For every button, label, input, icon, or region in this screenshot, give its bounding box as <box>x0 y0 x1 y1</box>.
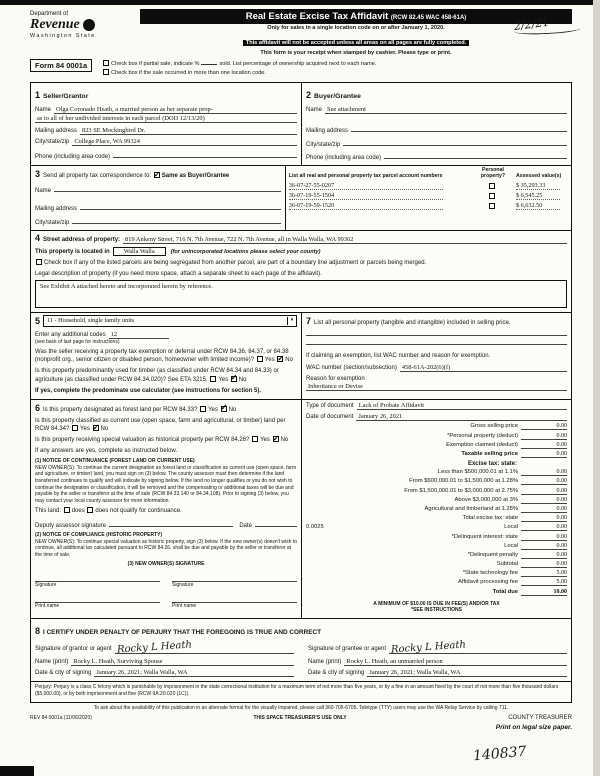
calculator-note: If yes, complete the predominate use calculator (see instructions for section 5). <box>35 387 262 394</box>
tax-row <box>306 506 567 513</box>
section-certification <box>31 619 571 682</box>
land-use-code-select[interactable] <box>43 315 297 327</box>
partial-sale-percent-field[interactable] <box>201 59 217 65</box>
parcel-table <box>285 166 571 229</box>
checkbox-same-as-buyer[interactable] <box>154 172 160 178</box>
no-label: No <box>238 376 247 383</box>
excise-tier1-value[interactable]: 0.00 <box>521 469 567 476</box>
treasurer-stamp-number: 140837 <box>471 743 527 765</box>
located-in-note: (for unincorporated locations please select your county) <box>170 249 321 256</box>
parcel-header-numbers: List all real and personal property tax parcel account numbers <box>288 173 443 180</box>
section-buyer <box>301 83 571 166</box>
grantee-signature-input[interactable] <box>389 639 567 656</box>
print-name-label: Print name <box>172 602 197 609</box>
tax-label: Affidavit processing fee <box>458 579 518 586</box>
scan-artifact-right <box>593 0 600 776</box>
form-title: Real Estate Excise Tax Affidavit <box>245 11 389 22</box>
tax-label: *Delinquent penalty <box>467 551 518 558</box>
grantor-signature-label: Signature of grantor or agent <box>35 646 112 653</box>
tax-row <box>306 570 567 577</box>
grantor-date-input[interactable]: January 26, 2021; Walla Walla, WA <box>94 669 294 677</box>
row-perjury <box>31 682 571 701</box>
question-forest <box>35 402 297 414</box>
checkbox-land-does-not[interactable] <box>87 507 93 513</box>
excise-tier2-value[interactable]: 0.00 <box>521 478 567 485</box>
logo-dept-line: Department of <box>30 11 69 17</box>
buyer-name-input[interactable]: See attachment <box>325 106 567 114</box>
perjury-notice: Perjury: Perjury is a class C felony which is punishable by imprisonment in the state correctional institution for a maximum term of not more than five years, or by a fine in an amount fixed by the court of not more than five thousand dollars ($5,000.00), or by both imprisonment and fine (RCW 9A.20.020 (1C)). <box>35 684 559 697</box>
wac-number-label: WAC number (section/subsection) <box>306 364 397 371</box>
seller-city-input[interactable]: College Place, WA 99324 <box>72 138 297 146</box>
tax-label: *Delinquent interest: state <box>451 533 518 540</box>
form-number: Form 84 0001a <box>30 59 92 72</box>
tax-row <box>306 433 567 440</box>
section-number-5: 5 <box>35 316 41 327</box>
tax-row <box>306 469 567 476</box>
section-correspondence <box>31 166 285 229</box>
scan-artifact-bottom-left <box>0 766 34 776</box>
grantor-signature-value: Rocky L Heath <box>116 639 192 656</box>
new-owner-signature-title: (3) NEW OWNER(S) SIGNATURE <box>127 561 205 568</box>
delinquent-interest-local-value[interactable]: 0.00 <box>521 543 567 550</box>
checkbox-land-does[interactable] <box>64 507 70 513</box>
exemption-intro: If claiming an exemption, list WAC number and reason for exemption. <box>306 353 491 360</box>
doc-date-input[interactable]: January 26, 2021 <box>356 413 567 421</box>
land-use-code-value: 11 - Household, single family units <box>47 317 135 325</box>
checkbox-s5-timber-no[interactable] <box>231 376 237 382</box>
exemption-claimed-value[interactable]: 0.00 <box>521 442 567 449</box>
form-title-bar <box>140 9 572 24</box>
tax-row <box>306 515 567 522</box>
question-current-use <box>35 417 297 433</box>
section-number-8: 8 <box>35 625 41 636</box>
section-number-4: 4 <box>35 232 41 243</box>
yes-label: Yes <box>260 437 270 444</box>
tax-label: *State technology fee <box>462 570 518 577</box>
parcel-row <box>286 201 571 211</box>
grantee-date-label: Date & city of signing <box>308 670 365 677</box>
grantee-signature-value: Rocky L Heath <box>390 639 467 656</box>
checkbox-multi-location[interactable] <box>103 69 109 75</box>
section-seller <box>31 83 301 166</box>
form-body <box>30 82 572 703</box>
personal-property-deduct-value[interactable]: 0.00 <box>521 433 567 440</box>
checkbox-current-use-no[interactable] <box>93 425 99 431</box>
section-number-2: 2 <box>306 89 312 100</box>
section-number-7: 7 <box>306 316 312 327</box>
header-note-2: This affidavit will not be accepted unless all areas on all pages are fully completed. <box>243 40 469 46</box>
seller-name-input[interactable]: Olga Coronado Heath, a married person as her separate prop- <box>54 106 297 114</box>
accessibility-note: To ask about the availability of this publication in an alternate format for the visually impaired, please call 360-705-6705. Teletype (TTY) users may use the WA Relay Service by calling 711. <box>93 704 509 711</box>
tax-label: *Personal property (deduct) <box>447 432 518 439</box>
parcel-row <box>286 191 571 201</box>
no-label: No <box>285 357 293 364</box>
section-5 <box>31 313 301 399</box>
reason-exemption-label: Reason for exemption <box>306 375 365 382</box>
section-6 <box>31 400 301 618</box>
notice-compliance-title: (2) NOTICE OF COMPLIANCE (HISTORIC PROPERTY) <box>35 532 163 539</box>
seller-mailing-label: Mailing address <box>35 127 78 134</box>
section-property <box>31 231 571 313</box>
form-title-rcw: (RCW 82.45 WAC 458-61A) <box>390 15 467 21</box>
parcel-header-personal: Personal property? <box>480 167 506 180</box>
checkbox-s5-timber-yes[interactable] <box>210 376 216 382</box>
question-exemption <box>35 348 297 364</box>
parcel-row <box>286 181 571 191</box>
additional-codes-label: Enter any additional codes <box>35 331 106 338</box>
question-historic-text: Is this property receiving special valuation as historical property per RCW 84.26? <box>35 437 250 444</box>
checkbox-current-use-yes[interactable] <box>72 425 78 431</box>
seller-name-input-line2[interactable]: as to all of her undivided interests in each parcel (DOD 12/13/20) <box>35 115 297 123</box>
correspondence-intro: Send all property tax correspondence to: <box>43 173 152 180</box>
grantee-printname-label: Name (print) <box>308 658 342 665</box>
header-note-3: This form is your receipt when stamped by cashier. Please type or print. <box>260 50 452 56</box>
seller-mailing-input[interactable]: 823 SE Mockingbird Dr. <box>80 127 297 135</box>
does-not-label: does not qualify for <box>95 508 147 515</box>
question-current-use-text: Is this property classified as current use (open space, farm and agricultural, or timber) land per RCW 84.34? <box>35 417 286 432</box>
seller-phone-input[interactable] <box>113 150 297 158</box>
tax-row <box>306 497 567 504</box>
seller-name-label: Name <box>35 107 52 114</box>
additional-codes-input[interactable]: 12 <box>109 331 169 339</box>
row-correspondence-parcels <box>31 166 571 230</box>
grantor-date-label: Date & city of signing <box>35 670 92 677</box>
tax-label: Subtotal <box>496 561 518 568</box>
legal-description-input[interactable]: See Exhibit A attached hereto and incorporated herein by reference. <box>35 280 567 308</box>
tax-row <box>306 488 567 495</box>
correspondence-name-label: Name <box>35 188 52 195</box>
section-7 <box>301 313 571 399</box>
street-address-input[interactable]: 819 Ankeny Street, 716 N. 7th Avenue, 722 N. 7th Avenue, all in Walla Walla, WA 99362 <box>123 236 567 244</box>
buyer-city-label: City/state/zip <box>306 141 341 148</box>
treasurer-space-label: THIS SPACE TREASURER'S USE ONLY <box>253 715 347 722</box>
wac-number-input[interactable]: 458-61A-202(6)(f) <box>400 364 567 372</box>
print-name-label: Print name <box>35 602 60 609</box>
grantee-certification <box>308 639 567 678</box>
correspondence-city-label: City/state/zip <box>35 219 70 226</box>
form-header <box>30 9 572 56</box>
taxable-selling-price-value[interactable]: 0.00 <box>521 451 567 458</box>
deputy-signature-label: Deputy assessor signature <box>35 523 107 530</box>
tax-label: Total due <box>492 588 518 595</box>
notice-continuance-title: (1) NOTICE OF CONTINUANCE (FOREST LAND OR CURRENT USE) <box>35 458 195 465</box>
excise-tier4-value[interactable]: 0.00 <box>521 497 567 504</box>
checkbox-historic-no[interactable] <box>273 436 279 442</box>
grantor-signature-input[interactable] <box>115 639 294 656</box>
tax-label: Less than $500,000.01 at 1.1% <box>437 469 518 476</box>
tax-label: From $1,500,000.01 to $3,000,000 at 2.75% <box>404 487 518 494</box>
excise-tax-header: Excise tax: state: <box>467 461 517 468</box>
minimum-due-note: A MINIMUM OF $10.00 IS DUE IN FEE(S) AND/OR TAX <box>373 600 500 607</box>
deputy-signature-input[interactable] <box>109 519 233 527</box>
signature-label: Signature <box>172 582 194 588</box>
no-label: No <box>228 406 237 413</box>
section-title-buyer: Buyer/Grantee <box>314 92 361 100</box>
tax-row <box>306 451 567 458</box>
same-as-buyer-label: Same as Buyer/Grantee <box>161 173 230 180</box>
deputy-date-input[interactable] <box>255 519 297 527</box>
delinquent-penalty-value[interactable]: 0.00 <box>521 552 567 559</box>
tax-label: Total excise tax: state <box>462 515 518 522</box>
reason-exemption-input[interactable]: Inheritance or Devise <box>306 383 567 391</box>
tax-label: Local <box>504 542 518 549</box>
tax-label: Exemption claimed (deduct) <box>446 441 518 448</box>
grantee-printname-input[interactable]: Rocky L. Heath, an unmarried person <box>344 658 567 666</box>
row-seller-buyer <box>31 83 571 167</box>
seller-phone-label: Phone (including area code) <box>35 153 111 160</box>
assessed-value-3[interactable]: $ 6,632.50 <box>516 202 560 210</box>
signature-label: Signature <box>35 582 57 588</box>
new-owner-printname-input-1[interactable] <box>35 594 160 603</box>
tax-label: Taxable selling price <box>461 451 518 458</box>
segregated-label: Check box if any of the listed parcels are being segregated from another parcel, are part of a boundary line adjustment or parcels being merged. <box>44 260 427 267</box>
state-seal-icon <box>83 19 95 31</box>
located-in-select[interactable]: Walla Walla <box>113 247 166 256</box>
partial-sale-label: Check box if partial sale, indicate % <box>111 61 200 67</box>
buyer-city-input[interactable] <box>343 138 567 146</box>
tax-label: Above $3,000,000 at 3% <box>454 496 518 503</box>
personal-property-input-line1[interactable] <box>306 327 567 336</box>
grantor-printname-label: Name (print) <box>35 658 69 665</box>
doc-type-label: Type of document <box>306 402 354 409</box>
additional-codes-note: (see back of last page for instructions) <box>35 338 120 345</box>
multi-location-label: Check box if the sale occurred in more than one location code. <box>111 69 266 76</box>
section-number-1: 1 <box>35 89 41 100</box>
buyer-phone-input[interactable] <box>384 151 567 159</box>
checkbox-personal-property-2[interactable] <box>489 193 495 199</box>
checkbox-forest-no[interactable] <box>221 406 227 412</box>
tax-label: Gross selling price <box>470 423 518 430</box>
tax-row <box>306 561 567 568</box>
footer-row <box>30 714 572 722</box>
doc-date-label: Date of document <box>306 414 354 421</box>
total-excise-state-value[interactable]: 0.00 <box>521 515 567 522</box>
notice-compliance-body: NEW OWNER(S): To continue special valuation as historic property, sign (3) below. If the new owner(s) doesn't wish to continue, all additional tax calculated pursuant to RCW 84.26, shall be due and payable by the seller or transferor at the time of sale. <box>35 538 297 558</box>
dor-logo <box>30 9 140 39</box>
notice-continuance-body: NEW OWNER(S): To continue the current designation as forest land or classification as current use (open space, farm and agriculture, or timber) land, you must sign on (3) below. The county assessor must then determine if the land transferred continues to qualify and will indicate by signing below. If the land no longer qualifies or you do not wish to continue the designation or classification, it will be removed and the compensating or additional taxes will be due and payable by the seller or transferor at the time of sale (RCW 84.33.140 or 84.34.108). Prior to signing (3) below, you may contact your local county assessor for more information. <box>35 464 297 504</box>
checkbox-partial-sale[interactable] <box>103 60 109 66</box>
tax-row <box>306 589 567 596</box>
personal-property-input-line2[interactable] <box>306 336 567 345</box>
question-timber <box>35 367 297 383</box>
delinquent-interest-state-value[interactable]: 0.00 <box>521 534 567 541</box>
grantee-signature-label: Signature of grantee or agent <box>308 646 387 653</box>
local-rate-prefix: 0.0025 <box>306 524 324 531</box>
new-owner-printname-input-2[interactable] <box>172 594 297 603</box>
correspondence-city-input[interactable] <box>72 216 280 224</box>
tax-row <box>306 478 567 485</box>
tax-computation <box>301 400 571 618</box>
tax-row <box>306 423 567 430</box>
parcel-header-assessed: Assessed value(s) <box>515 173 562 180</box>
partial-sale-label-tail: sold. List percentage of ownership acquired next to each name. <box>219 61 377 67</box>
question-forest-text: Is this property designated as forest land per RCW 84.33? <box>43 406 198 413</box>
checkbox-s5-exemption-no[interactable] <box>277 356 283 362</box>
tax-label: Agricultural and timberland at 1.28% <box>424 505 518 512</box>
assessed-value-1[interactable]: $ 35,293.33 <box>516 182 560 190</box>
this-land-label: This land: <box>35 508 62 515</box>
certification-statement: I CERTIFY UNDER PENALTY OF PERJURY THAT THE FOREGOING IS TRUE AND CORRECT <box>43 628 322 636</box>
question-historic <box>35 436 297 444</box>
tax-row <box>306 524 567 531</box>
rev-number: REV 84 0001a (11/06/2020) <box>30 715 92 722</box>
parcel-number-2[interactable]: 36-07-19-55-1504 <box>289 192 443 200</box>
tax-row <box>306 534 567 541</box>
grantor-printname-input[interactable]: Rocky L. Heath, Surviving Spouse <box>71 658 294 666</box>
does-label: does <box>71 508 85 515</box>
buyer-phone-label: Phone (including area code) <box>306 155 382 162</box>
no-label: No <box>280 437 289 444</box>
deputy-date-label: Date <box>239 523 252 530</box>
parcel-number-3[interactable]: 36-07-19-59-1520 <box>289 202 443 210</box>
tax-row <box>306 543 567 550</box>
checkbox-s5-exemption-yes[interactable] <box>257 356 263 362</box>
header-note-1: Only for sales in a single location code on or after January 1, 2020. <box>267 25 445 31</box>
gross-selling-price-value[interactable]: 0.00 <box>521 423 567 430</box>
doc-type-input[interactable]: Lack of Probate Affidavit <box>357 402 567 410</box>
tax-row <box>306 552 567 559</box>
tax-row <box>306 579 567 586</box>
buyer-mailing-input[interactable] <box>351 124 567 132</box>
legal-description-label: Legal description of property (if you need more space, attach a separate sheet to each page of the affidavit). <box>35 271 322 278</box>
yes-label: Yes <box>208 406 218 413</box>
personal-property-intro: List all personal property (tangible and intangible) included in selling price. <box>314 320 511 327</box>
see-instructions-note: *SEE INSTRUCTIONS <box>411 607 462 614</box>
subtotal-value[interactable]: 0.00 <box>521 561 567 568</box>
checkbox-personal-property-3[interactable] <box>489 203 495 209</box>
checkbox-personal-property-1[interactable] <box>489 183 495 189</box>
street-address-label: Street address of property: <box>43 236 121 243</box>
continuance-label: continuance. <box>147 508 182 515</box>
buyer-mailing-label: Mailing address <box>306 128 349 135</box>
parcel-table-header <box>286 167 571 181</box>
partial-sale-line <box>102 59 572 69</box>
row-property <box>31 231 571 314</box>
state-technology-fee-value[interactable]: 5.00 <box>521 570 567 577</box>
question-exemption-text: Was the seller receiving a property tax exemption or deferral under RCW 84.36, 84.37, or 84.38 (nonprofit org., senior citizen or disabled person, homeowner with limited income)? <box>35 349 289 364</box>
excise-tier3-value[interactable]: 0.00 <box>521 488 567 495</box>
local-tax-value[interactable]: 0.00 <box>521 524 567 531</box>
logo-revenue-text: Revenue <box>30 17 80 32</box>
land-qualify-line <box>35 507 297 515</box>
scan-artifact-top <box>0 0 600 5</box>
tax-label: Local <box>504 524 518 531</box>
new-owner-signature-input-2[interactable] <box>172 573 297 582</box>
total-due-value[interactable]: 10.00 <box>521 589 567 596</box>
buyer-name-label: Name <box>306 107 323 114</box>
yes-label: Yes <box>218 376 229 383</box>
located-in-label: This property is located in <box>35 249 110 256</box>
no-label: No <box>100 426 109 432</box>
seller-city-label: City/state/zip <box>35 139 70 146</box>
correspondence-mailing-label: Mailing address <box>35 206 78 213</box>
assessed-value-2[interactable]: $ 6,545.25 <box>516 192 560 200</box>
grantor-certification <box>35 639 294 678</box>
if-yes-note: If any answers are yes, complete as instructed below. <box>35 448 178 455</box>
question-timber-text: Is this property predominantly used for timber (as classified under RCW 84.34 and 84.33) or agriculture (as classified under RCW 84.34.020)? See ETA 3215. <box>35 368 279 383</box>
multi-location-line <box>102 69 572 78</box>
handwritten-date: 2/2/21 <box>513 12 581 38</box>
new-owner-signature-input-1[interactable] <box>35 573 160 582</box>
parcel-number-1[interactable]: 36-07-27-55-0207 <box>289 182 443 190</box>
yes-label: Yes <box>264 357 275 364</box>
print-note: Print on legal size paper. <box>495 724 572 732</box>
yes-label: Yes <box>80 426 90 432</box>
chevron-down-icon[interactable] <box>287 317 296 325</box>
logo-state-line: Washington State <box>30 33 96 39</box>
tax-row <box>306 442 567 449</box>
tax-label: From $500,000.01 to $1,500,000 at 1.28% <box>409 478 518 485</box>
checkbox-historic-yes[interactable] <box>252 436 258 442</box>
county-treasurer-label: COUNTY TREASURER <box>508 715 572 722</box>
grantee-date-input[interactable]: January 26, 2021; Walla Walla, WA <box>367 669 567 677</box>
section-number-6: 6 <box>35 402 41 413</box>
checkbox-forest-yes[interactable] <box>200 406 206 412</box>
agricultural-timberland-value[interactable]: 0.00 <box>521 506 567 513</box>
section-number-3: 3 <box>35 169 41 180</box>
correspondence-mailing-input[interactable] <box>80 202 281 210</box>
checkbox-segregated[interactable] <box>36 259 42 265</box>
row-designation-tax <box>31 400 571 619</box>
correspondence-name-input[interactable] <box>54 184 281 192</box>
section-title-seller: Seller/Grantor <box>43 92 89 100</box>
affidavit-processing-fee-value[interactable]: 5.00 <box>521 579 567 586</box>
row-landuse-personal <box>31 313 571 400</box>
row-certification <box>31 619 571 683</box>
